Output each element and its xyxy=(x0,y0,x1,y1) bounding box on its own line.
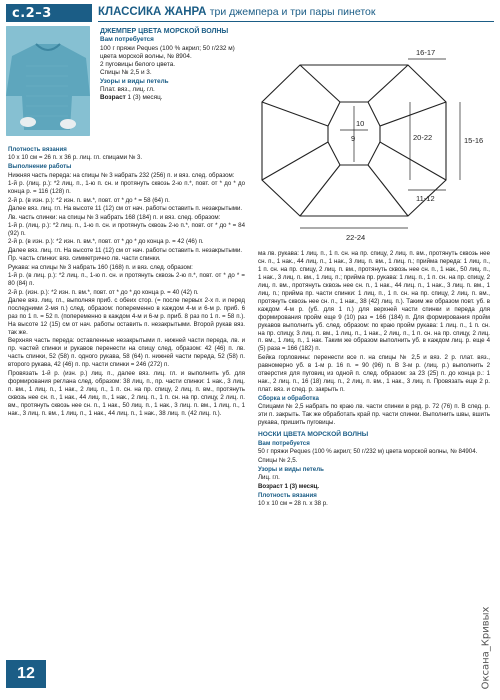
paragraph: Провязать 1-й р. (изн. р.) лиц. п., далее вяз. лиц. гл. и выполнить уб. для формирования реглана след. образом: 38 лиц. п., пр. части спинки: 1 нак., 3 лиц. п. вм., 1 лиц. п., 1 нак., 2 лиц. п., 1 п. сн. на пр. спицу, 2 лиц. п. вм., протянуть сквозь нее сн. п., 1 нак., 44 лиц. п., 1 нак., 2 лиц. п., 1 п. сн. на пр. спицу, 2 лиц. п. вм., протянуть сквозь нее сн. п., 1 нак., 50 лиц. п., 1 нак., 3 лиц. п. вм., 1 лиц. п., 1 нак., 3 лиц. п. вм., 1 лиц. п., 1 нак., 44 лиц. п., 1 нак., 38 лиц. п. (42 лиц. п.). xyxy=(8,369,245,417)
section-heading: Вам потребуется xyxy=(258,439,310,447)
label-top: 16-17 xyxy=(416,48,436,57)
section-heading: НОСКИ ЦВЕТА МОРСКОЙ ВОЛНЫ xyxy=(258,430,369,438)
section-heading: Возраст 1 (3) месяц. xyxy=(258,482,320,490)
patterns-text: Плат. вяз., лиц. гл. xyxy=(100,86,155,94)
paragraph: 1-й р. (лиц. р.): *2 лиц. п., 1-ю п. сн. и протянуть сквозь 2-ю п.*, повт. от * до * до конца р. = 116 (128) п. xyxy=(8,180,245,196)
paragraph: Пр. часть спинки: вяз. симметрично лв. части спинки. xyxy=(8,255,161,263)
section-badge: с.2–3 xyxy=(6,4,92,22)
paragraph: 2-й р. (в изн. р.): *2 изн. п. вм.*, повт. от * до * до конца р. = 42 (46) п. xyxy=(8,238,204,246)
patterns-heading: Узоры и виды петель xyxy=(100,77,169,85)
label-neck-w: 9 xyxy=(351,134,356,143)
paragraph: 1-й р. (лиц. р.): *2 лиц. п., 1-ю п. сн. и протянуть сквозь 2-ю п.*, повт. от * до * = 84 (92) п. xyxy=(8,222,245,238)
subtitle-text: три джемпера и три пары пинеток xyxy=(209,6,376,18)
paragraph: 50 г пряжи Peques (100 % акрил; 50 г/232 м) цвета морской волны, № 84904. xyxy=(258,448,478,456)
intro-title: ДЖЕМПЕР ЦВЕТА МОРСКОЙ ВОЛНЫ xyxy=(100,28,229,35)
paragraph: Далее вяз. лиц. гл., выполняя приб. с обеих стор. (= после первых 2-х п. и перед последними 2-мя п.) след. образом: попеременно в каждом 4-м и 6-м р. приб. 6 раз по 1 п. = 52 п. (попеременно в каждом 4-м и 6-м р. приб. 8 раз по 1 п. = 58 п.). На высоте 12 (15) см от нач. работы оставить п. незакрытыми. Второй рукав вяз. так же. xyxy=(8,297,245,336)
sweater-photo xyxy=(6,26,90,136)
paragraph: 2-й р. (изн. р.): *2 изн. п. вм.*, повт. от * до * до конца р. = 40 (42) п. xyxy=(8,288,199,296)
paragraph: Далее вяз. лиц. гл. На высоте 11 (12) см от нач. работы оставить п. незакрытыми. xyxy=(8,246,243,254)
age-label: Возраст xyxy=(100,94,126,102)
section-heading: Выполнение работы xyxy=(8,163,72,171)
label-bottom: 22-24 xyxy=(346,233,366,242)
pattern-diagram xyxy=(250,30,490,255)
label-height: 15-16 xyxy=(464,136,484,145)
paragraph: 10 х 10 см = 26 п. х 36 р. лиц. гл. спицами № 3. xyxy=(8,154,143,162)
needles-text: Спицы № 2,5 и 3. xyxy=(100,69,152,77)
age-value: 1 (3) месяц. xyxy=(127,94,163,102)
paragraph: Далее вяз. лиц. гл. На высоте 11 (12) см от нач. работы оставить п. незакрытыми. xyxy=(8,205,243,213)
paragraph: Нижняя часть переда: на спицы № 3 набрать 232 (256) п. и вяз. след. образом: xyxy=(8,171,235,179)
paragraph: Бейка горловины: перенести все п. на спицы № 2,5 и вяз. 2 р. плат. вяз., равномерно уб. в 1-м р. 16 п. = 90 (96) п. В 3-м р. (лиц. р.) выполнить 2 отверстия для пуговиц из одной п. след. образом: за 23 (25) п. до конца р.: 1 нак., 2 лиц. п., 16 (18) лиц. п., 2 лиц. п. вм., 1 нак., 3 лиц. п. Провязать еще 2 р. плат. вяз. и след. р. закрыть п. xyxy=(258,353,490,393)
paragraph: 1-й р. (в лиц. р.): *2 лиц. п., 1-ю п. сн. и протянуть сквозь 2-ю п.*, повт. от * до * = 80 (84) п. xyxy=(8,272,245,288)
paragraph: ма лв. рукава: 1 лиц. п., 1 п. сн. на пр. спицу, 2 лиц. п. вм., протянуть сквозь нее сн. п., 1 нак., 44 лиц. п., 1 нак., 3 лиц. п. вм., 1 лиц. п.; прийма переда: 1 лиц. п., 1 п. сн. на пр. спицу, 2 лиц. п. вм., протянуть сквозь нее сн. п., 1 нак., 50 лиц. п., 1 нак., 3 лиц. п. вм., 1 лиц. п.; прийма пр. рукава: 1 лиц. п., 1 п. сн. на пр. спицу, 2 лиц. п. вм., протянуть сквозь нее сн. п., 1 нак., 44 лиц. п., 1 нак., 3 лиц. п. вм., 1 лиц. п.; прийма пр. части спинки: 1 лиц. п., 1 п. сн. на пр. спицу, 2 лиц. п. вм., протянуть сквозь нее сн. п., 1 нак., 38 (42) лиц. п.). Таким же образом повт. уб. в каждом 4-м р. (уб. для 1 п.) для верхней части спинки и переда для формирования пройм еще 9 (10) раз = 166 (184) п. Для формирования пройм рукавов выполнить уб. след. образом: по краю пройм рукава: 1 лиц. п., 1 п. сн. на пр. спицу, 3 лиц. п. вм., 1 лиц. п., 1 нак., 2 лиц. п., 1 п. сн. на пр. спицу, 2 лиц. п. вм., 1 лиц. п., 1 нак. Таким же образом выполнить уб. в каждом лиц. р. еще 4 (5) раза = 166 (182) п. xyxy=(258,250,490,353)
label-sleeve-w: 20-22 xyxy=(413,133,433,142)
paragraph: Спицами № 2,5 набрать по краю лв. части спинки в ряд. р. 72 (76) п. В след. р. эти п. закрыть. Так же обработать край пр. части спинки. Выполнить швы, вшить рукава, пришить пуговицы. xyxy=(258,403,490,427)
intro-block xyxy=(100,28,250,103)
section-heading: Плотность вязания xyxy=(258,491,317,499)
age-line xyxy=(100,94,250,102)
paragraph: 10 х 10 см = 28 п. х 38 р. xyxy=(258,500,328,508)
page-number: 12 xyxy=(6,660,46,688)
right-column xyxy=(258,250,490,695)
watermark-text: Оксана_Кривых xyxy=(480,606,492,689)
page-header xyxy=(6,4,494,22)
watermark xyxy=(476,600,496,695)
paragraph: Рукава: на спицы № 3 набрать 160 (168) п. и вяз. след. образом: xyxy=(8,263,193,271)
label-side: 11-12 xyxy=(416,194,435,203)
paragraph: 2-й р. (в изн. р.): *2 изн. п. вм.*, повт. от * до * = 58 (64) п. xyxy=(8,196,170,204)
label-neck-h: 10 xyxy=(356,119,365,128)
title-text: КЛАССИКА ЖАНРА xyxy=(98,6,207,18)
paragraph: Лиц. гл. xyxy=(258,474,280,482)
buttons-text: 2 пуговицы белого цвета. xyxy=(100,61,176,69)
left-column xyxy=(8,145,245,650)
section-heading: Сборка и обработка xyxy=(258,394,319,402)
page-title xyxy=(98,6,375,18)
paragraph: Спицы № 2,5. xyxy=(258,456,298,464)
paragraph: Верхняя часть переда: оставленные незакрытыми п. нижней части переда, лв. и пр. частей спинки и рукавов перенести на спицу след. образом: 42 (46) п. лв. часть спинки, 52 (58) п. одного рукава, 58 (64) п. нижней части переда, 52 (58) п. второго рукава, 42 (46) п. пр. части спинки = 246 (272) п. xyxy=(8,337,245,369)
header-rule xyxy=(98,21,494,22)
yarn-text: 100 г пряжи Peques (100 % акрил; 50 г/232 м) цвета морской волны, № 8904. xyxy=(100,44,235,60)
paragraph: Лв. часть спинки: на спицы № 3 набрать 168 (184) п. и вяз. след. образом: xyxy=(8,213,221,221)
section-heading: Узоры и виды петель xyxy=(258,465,324,473)
section-heading: Плотность вязания xyxy=(8,146,67,153)
materials-heading: Вам потребуется xyxy=(100,36,154,44)
